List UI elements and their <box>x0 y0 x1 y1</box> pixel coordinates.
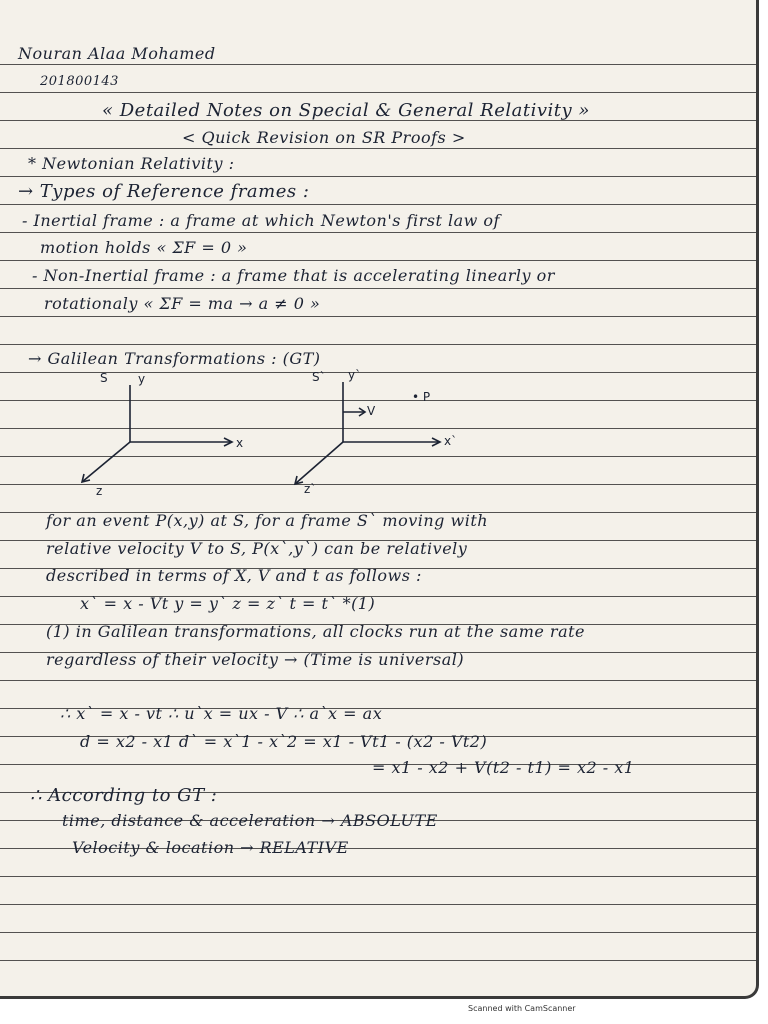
event-line-2: relative velocity V to S, P(x`,y`) can be relatively <box>46 539 468 558</box>
frame-sprime-x-label: x` <box>444 434 458 448</box>
derivation-line-1: ∴ x` = x - vt ∴ u`x = ux - V ∴ a`x = ax <box>60 704 383 723</box>
noninertial-line-1: - Non-Inertial frame : a frame that is accelerating linearly or <box>32 266 555 285</box>
s-z-axis <box>82 442 130 482</box>
section-types: → Types of Reference frames : <box>18 181 310 202</box>
frame-s-z-label: z <box>96 484 103 498</box>
absolute-line: time, distance & acceleration → ABSOLUTE <box>62 811 438 830</box>
inertial-line-2: motion holds « ΣF = 0 » <box>40 238 248 257</box>
frame-sprime-y-label: y` <box>348 368 362 382</box>
author-id: 201800143 <box>40 74 119 89</box>
frame-s-x-label: x <box>236 436 244 450</box>
author-name: Nouran Alaa Mohamed <box>18 44 216 63</box>
footnote-line-2: regardless of their velocity → (Time is universal) <box>46 650 465 669</box>
scanner-watermark: Scanned with CamScanner <box>468 1004 576 1013</box>
frame-sprime-z-label: z` <box>304 482 317 496</box>
frame-s-label: S <box>100 371 108 385</box>
event-line-1: for an event P(x,y) at S, for a frame S` moving with <box>46 511 489 530</box>
relative-line: Velocity & location → RELATIVE <box>72 838 349 857</box>
event-line-3: described in terms of X, V and t as follows : <box>46 566 422 585</box>
frame-sprime-label: S` <box>312 370 326 384</box>
frame-s-y-label: y <box>138 372 146 386</box>
footnote-line-1: (1) in Galilean transformations, all clocks run at the same rate <box>46 622 586 641</box>
sprime-z-axis <box>295 442 343 484</box>
section-galilean: → Galilean Transformations : (GT) <box>28 349 321 368</box>
according-heading: ∴ According to GT : <box>30 785 218 806</box>
noninertial-line-2: rotationaly « ΣF = ma → a ≠ 0 » <box>44 294 321 313</box>
inertial-line-1: - Inertial frame : a frame at which Newton's first law of <box>22 211 500 230</box>
point-p: • P <box>412 390 431 404</box>
velocity-label: V <box>367 404 376 418</box>
derivation-line-2: d = x2 - x1 d` = x`1 - x`2 = x1 - Vt1 - (x2 - Vt2) <box>80 732 488 751</box>
page-title: « Detailed Notes on Special & General Relativity » <box>102 100 590 121</box>
section-newtonian: * Newtonian Relativity : <box>28 154 235 173</box>
page-subtitle: < Quick Revision on SR Proofs > <box>182 128 466 147</box>
derivation-line-3: = x1 - x2 + V(t2 - t1) = x2 - x1 <box>372 758 635 777</box>
transformation-equations: x` = x - Vt y = y` z = z` t = t` *(1) <box>80 594 376 613</box>
